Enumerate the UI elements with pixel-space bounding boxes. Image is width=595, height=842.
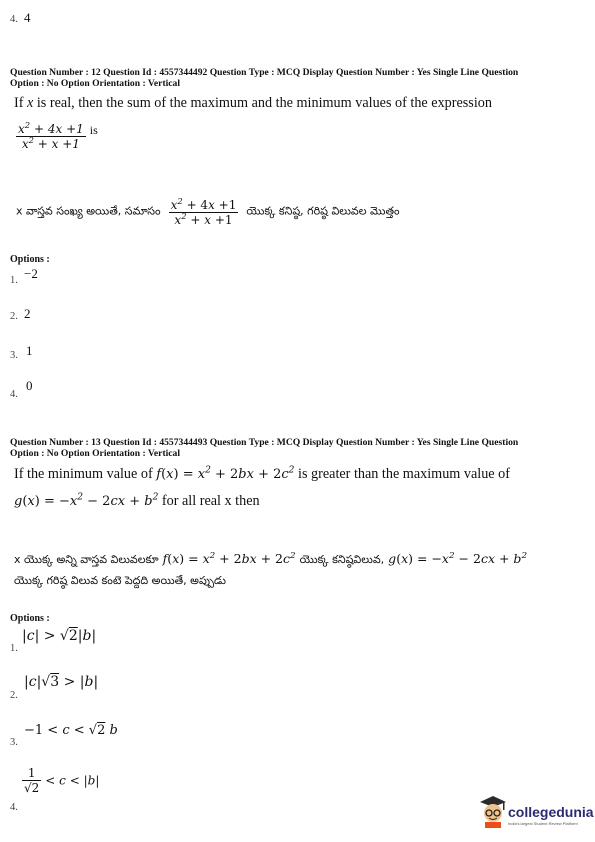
q12-telugu-fraction: $\frac{x^2 + 4x +1}{x^2 + x +1}$ (170, 196, 237, 227)
q13-question-line2: $g(x) = -x^2 - 2cx + b^2$ for all real x then (14, 492, 260, 509)
q13-option-3-value[interactable]: −1 < c < √2 b (24, 723, 118, 738)
q12-telugu-pre: x వాస్తవ సంఖ్య అయితే, సమాసం (16, 204, 161, 218)
q12-option-4-value[interactable]: 0 (26, 378, 33, 393)
q12-telugu-line (16, 198, 400, 227)
q12-fraction: $\frac{x^2 + 4x +1}{x^2 + x +1}$ (18, 120, 84, 151)
q12-meta-line2: Option : No Option Orientation : Vertical (10, 78, 181, 89)
q13-gx-expression: $g(x) = -x^2 - 2cx + b^2$ (14, 492, 159, 509)
q13-options-label: Options : (10, 613, 50, 624)
q12-option-2-number: 2. (10, 311, 18, 322)
logo-tagline: India's largest Student Review Platform (508, 821, 578, 826)
q12-question-text: If x is real, then the sum of the maximum and the minimum values of the expression (14, 95, 492, 111)
q13-option-4-number: 4. (10, 802, 18, 813)
q13-meta-line2: Option : No Option Orientation : Vertical (10, 448, 181, 459)
q12-option-1-value[interactable]: −2 (24, 266, 38, 281)
q12-telugu-post: యొక్క కనిష్ఠ, గరిష్ఠ విలువల మొత్తం (246, 204, 400, 218)
q13-question-line1: If the minimum value of $f(x) = x^2 + 2bx + 2c^2$ is greater than the maximum value of (14, 465, 510, 482)
mascot-icon (478, 794, 508, 828)
q13-telugu-line2: యొక్క గరిష్ఠ విలువ కంటె పెద్దది అయితే, అప్పుడు (14, 574, 226, 587)
q13-option-3-number: 3. (10, 737, 18, 748)
q13-option-1-value[interactable]: |c| > √2|b| (22, 628, 97, 644)
logo-name: collegedunia (508, 804, 594, 820)
q12-option-1-number: 1. (10, 275, 18, 286)
prev-option-value: 4 (24, 10, 31, 25)
q13-telugu-line1: x యొక్క అన్ని వాస్తవ విలువలకూ $f(x) = x^2 + 2bx + 2c^2$ యొక్క కనిష్ఠవిలువ, $g(x) = -x^2 - 2cx + b^2$ (14, 550, 528, 566)
q13-option-2-value[interactable]: |c|√3 > |b| (24, 674, 99, 690)
q12-meta-line1: Question Number : 12 Question Id : 4557344492 Question Type : MCQ Display Question Number : Yes Single Line Question (10, 67, 519, 78)
q12-options-label: Options : (10, 254, 50, 265)
q13-fx-expression: $f(x) = x^2 + 2bx + 2c^2$ (156, 465, 295, 482)
q12-option-2-value[interactable]: 2 (24, 306, 31, 321)
q12-expression (16, 122, 98, 151)
q13-option-2-number: 2. (10, 690, 18, 701)
q12-is-word: is (89, 123, 98, 137)
prev-option-number: 4. (10, 14, 18, 25)
q13-meta-line1: Question Number : 13 Question Id : 4557344493 Question Type : MCQ Display Question Number : Yes Single Line Question (10, 437, 519, 448)
q13-option-4-value[interactable]: $\frac{1}{√2}$ < c < |b| (24, 766, 100, 795)
q12-option-3-value[interactable]: 1 (26, 343, 33, 358)
q13-option-1-number: 1. (10, 643, 18, 654)
q12-option-4-number: 4. (10, 389, 18, 400)
q12-option-3-number: 3. (10, 350, 18, 361)
collegedunia-logo (478, 794, 594, 828)
